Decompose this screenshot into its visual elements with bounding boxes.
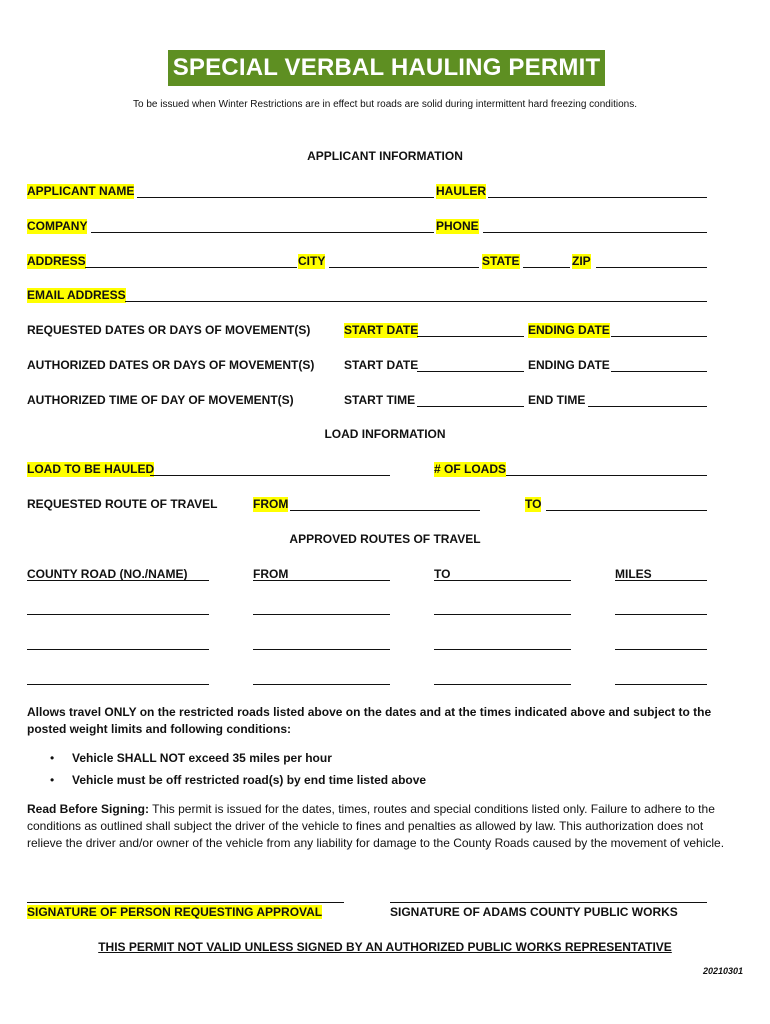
conditions-intro: Allows travel ONLY on the restricted roads listed above on the dates and at the times indicated above and subject to the posted weight limits and following conditions: xyxy=(27,705,712,736)
route-row-2-from-field[interactable] xyxy=(253,649,390,650)
col-from-rule xyxy=(253,580,390,581)
route-to-field[interactable] xyxy=(546,510,707,511)
requester-signature-field[interactable] xyxy=(27,902,344,903)
requester-signature-label: SIGNATURE OF PERSON REQUESTING APPROVAL xyxy=(27,905,323,919)
num-loads-label: # OF LOADS xyxy=(434,462,507,476)
state-label: STATE xyxy=(482,254,520,268)
authorized-start-date-label: START DATE xyxy=(344,358,419,372)
read-before-signing xyxy=(27,801,732,852)
requested-route-label: REQUESTED ROUTE OF TRAVEL xyxy=(27,497,218,511)
authorized-ending-date-label: ENDING DATE xyxy=(528,358,610,372)
route-to-label: TO xyxy=(525,497,542,511)
route-row-2-to-field[interactable] xyxy=(434,649,571,650)
email-label: EMAIL ADDRESS xyxy=(27,288,126,302)
address-field[interactable] xyxy=(85,267,297,268)
load-to-be-hauled-field[interactable] xyxy=(150,475,390,476)
route-row-3-miles-field[interactable] xyxy=(615,684,707,685)
col-to: TO xyxy=(434,567,451,581)
phone-label: PHONE xyxy=(436,219,479,233)
city-label: CITY xyxy=(298,254,326,268)
condition-item: Vehicle SHALL NOT exceed 35 miles per hour xyxy=(72,751,332,765)
route-row-3-to-field[interactable] xyxy=(434,684,571,685)
route-row-1-from-field[interactable] xyxy=(253,614,390,615)
requested-dates-label: REQUESTED DATES OR DAYS OF MOVEMENT(S) xyxy=(27,323,311,337)
requested-start-date-label: START DATE xyxy=(344,323,419,337)
load-section-heading: LOAD INFORMATION xyxy=(324,427,446,441)
validity-notice: THIS PERMIT NOT VALID UNLESS SIGNED BY AN AUTHORIZED PUBLIC WORKS REPRESENTATIVE xyxy=(98,940,672,954)
hauler-field[interactable] xyxy=(488,197,707,198)
applicant-section-heading: APPLICANT INFORMATION xyxy=(307,149,463,163)
state-field[interactable] xyxy=(523,267,570,268)
route-row-2-miles-field[interactable] xyxy=(615,649,707,650)
applicant-name-label: APPLICANT NAME xyxy=(27,184,135,198)
company-label: COMPANY xyxy=(27,219,88,233)
city-field[interactable] xyxy=(329,267,479,268)
load-to-be-hauled-label: LOAD TO BE HAULED xyxy=(27,462,155,476)
page-title: SPECIAL VERBAL HAULING PERMIT xyxy=(168,50,605,86)
route-row-1-road-field[interactable] xyxy=(27,614,209,615)
end-time-label: END TIME xyxy=(528,393,586,407)
read-before-signing-lead: Read Before Signing: xyxy=(27,802,150,816)
applicant-name-field[interactable] xyxy=(137,197,434,198)
route-row-1-to-field[interactable] xyxy=(434,614,571,615)
authorized-ending-date-field[interactable] xyxy=(611,371,707,372)
page-subtitle: To be issued when Winter Restrictions are in effect but roads are solid during intermittent hard freezing conditions. xyxy=(133,99,637,110)
hauler-label: HAULER xyxy=(436,184,486,198)
authorized-time-label: AUTHORIZED TIME OF DAY OF MOVEMENT(S) xyxy=(27,393,294,407)
routes-section-heading: APPROVED ROUTES OF TRAVEL xyxy=(289,532,481,546)
public-works-signature-field[interactable] xyxy=(390,902,707,903)
zip-label: ZIP xyxy=(572,254,591,268)
route-from-field[interactable] xyxy=(290,510,480,511)
start-time-field[interactable] xyxy=(417,406,524,407)
start-time-label: START TIME xyxy=(344,393,416,407)
col-miles: MILES xyxy=(615,567,652,581)
email-field[interactable] xyxy=(125,301,707,302)
public-works-signature-label: SIGNATURE OF ADAMS COUNTY PUBLIC WORKS xyxy=(390,905,678,919)
col-to-rule xyxy=(434,580,571,581)
end-time-field[interactable] xyxy=(588,406,707,407)
condition-item: Vehicle must be off restricted road(s) by end time listed above xyxy=(72,773,427,787)
route-from-label: FROM xyxy=(253,497,289,511)
company-field[interactable] xyxy=(91,232,434,233)
route-row-2-road-field[interactable] xyxy=(27,649,209,650)
requested-ending-date-label: ENDING DATE xyxy=(528,323,610,337)
address-label: ADDRESS xyxy=(27,254,86,268)
route-row-3-road-field[interactable] xyxy=(27,684,209,685)
requested-start-date-field[interactable] xyxy=(417,336,524,337)
authorized-dates-label: AUTHORIZED DATES OR DAYS OF MOVEMENT(S) xyxy=(27,358,315,372)
phone-field[interactable] xyxy=(483,232,707,233)
authorized-start-date-field[interactable] xyxy=(417,371,524,372)
num-loads-field[interactable] xyxy=(506,475,707,476)
bullet-icon: • xyxy=(50,751,55,765)
col-county-road: COUNTY ROAD (NO./NAME) xyxy=(27,567,188,581)
route-row-3-from-field[interactable] xyxy=(253,684,390,685)
col-from: FROM xyxy=(253,567,289,581)
zip-field[interactable] xyxy=(596,267,707,268)
read-before-signing-text: This permit is issued for the dates, times, routes and special conditions listed only. Failure to adhere to the conditions as outlined shall subject the driver of the vehicle to fines and penalties as allowed by law. This authorization does not relieve the driver and/or owner of the vehicle from any liability for damage to the County Roads caused by the movement of vehicle. xyxy=(27,802,725,850)
form-code: 20210301 xyxy=(702,966,743,976)
requested-ending-date-field[interactable] xyxy=(611,336,707,337)
bullet-icon: • xyxy=(50,773,55,787)
col-miles-rule xyxy=(615,580,707,581)
route-row-1-miles-field[interactable] xyxy=(615,614,707,615)
col-county-road-rule xyxy=(27,580,209,581)
